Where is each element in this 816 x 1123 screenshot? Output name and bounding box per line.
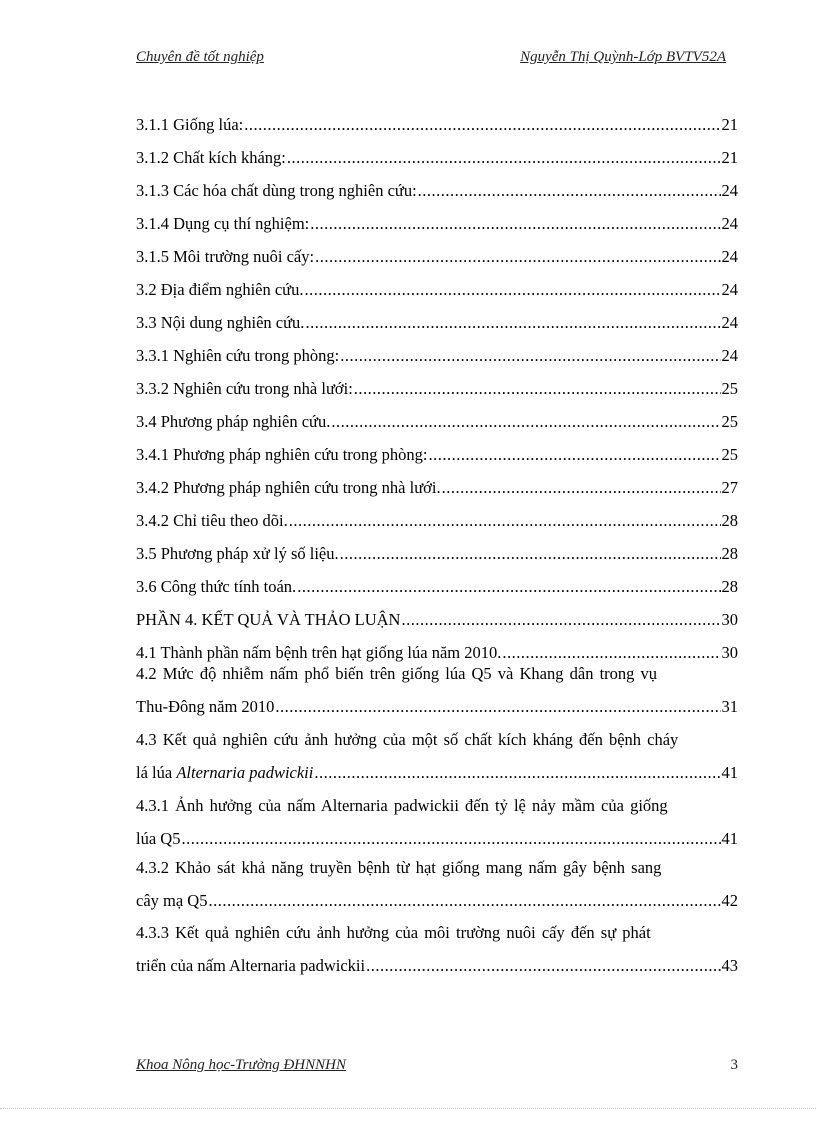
toc-entry[interactable] xyxy=(136,572,738,602)
toc-entry-text: 3.1.3 Các hóa chất dùng trong nghiên cứu: xyxy=(136,181,417,200)
toc-entry[interactable] xyxy=(136,473,738,503)
toc-entry[interactable] xyxy=(136,275,738,305)
toc-entry-page: 28 xyxy=(721,577,738,596)
toc-entry[interactable] xyxy=(136,242,738,272)
toc-entry-text-cont: lúa Q5 xyxy=(136,829,181,848)
toc-entry-multiline[interactable] xyxy=(136,657,738,723)
toc-entry-page: 24 xyxy=(721,247,738,266)
toc-entry[interactable] xyxy=(136,440,738,470)
header-left-title: Chuyên đề tốt nghiệp xyxy=(136,49,264,65)
toc-entry-page: 21 xyxy=(721,115,738,134)
dot-leader xyxy=(366,949,720,982)
toc-entry-page: 42 xyxy=(721,891,738,910)
dot-leader xyxy=(429,440,721,470)
toc-entry-page: 25 xyxy=(721,379,738,398)
toc-entry-page: 24 xyxy=(721,346,738,365)
toc-entry-text: 4.3 Kết quả nghiên cứu ảnh hưởng của một số chất kích kháng đến bệnh cháy xyxy=(136,730,679,749)
toc-entry-multiline[interactable] xyxy=(136,916,738,982)
toc-entry-text: 3.6 Công thức tính toán. xyxy=(136,577,297,596)
toc-entry-text: 3.4.2 Chỉ tiêu theo dõi. xyxy=(136,511,288,530)
dot-leader xyxy=(208,884,720,917)
toc-entry-text: 3.2 Địa điểm nghiên cứu. xyxy=(136,280,304,299)
toc-entry[interactable] xyxy=(136,209,738,239)
toc-entry-page: 25 xyxy=(721,445,738,464)
toc-entry-text-cont: Thu-Đông năm 2010 xyxy=(136,697,275,716)
toc-entry[interactable] xyxy=(136,407,738,437)
toc-entry[interactable] xyxy=(136,341,738,371)
toc-entry-text-cont: cây mạ Q5 xyxy=(136,891,208,910)
toc-entry-text: 4.3.2 Khảo sát khả năng truyền bệnh từ hạt giống mang nấm gây bệnh sang xyxy=(136,858,662,877)
toc-entry-page: 31 xyxy=(721,697,738,716)
dot-leader xyxy=(314,756,720,789)
dot-leader xyxy=(354,374,721,404)
dot-leader xyxy=(442,473,721,503)
page-bottom-divider xyxy=(0,1108,816,1109)
toc-entry-page: 41 xyxy=(721,829,738,848)
toc-entry-text: 4.2 Mức độ nhiễm nấm phổ biến trên giống lúa Q5 và Khang dân trong vụ xyxy=(136,664,658,683)
page-number: 3 xyxy=(730,1057,738,1073)
toc-entry-page: 43 xyxy=(721,956,738,975)
toc-entry-page: 25 xyxy=(721,412,738,431)
dot-leader xyxy=(289,506,721,536)
toc-entry-text-cont: lá lúa xyxy=(136,763,177,782)
dot-leader xyxy=(418,176,721,206)
toc-entry-text: 3.4 Phương pháp nghiên cứu. xyxy=(136,412,331,431)
toc-entry[interactable] xyxy=(136,143,738,173)
toc-entry-page: 24 xyxy=(721,313,738,332)
toc-entry[interactable] xyxy=(136,506,738,536)
toc-entry-text: 3.4.1 Phương pháp nghiên cứu trong phòng: xyxy=(136,445,428,464)
toc-entry-page: 30 xyxy=(721,643,738,662)
toc-entry-text: 4.3.3 Kết quả nghiên cứu ảnh hưởng của môi trường nuôi cấy đến sự phát xyxy=(136,923,651,942)
toc-entry[interactable] xyxy=(136,110,738,140)
header-right-author: Nguyễn Thị Quỳnh-Lớp BVTV52A xyxy=(520,49,726,65)
toc-entry-text: 3.3.2 Nghiên cứu trong nhà lưới: xyxy=(136,379,353,398)
dot-leader xyxy=(297,572,720,602)
dot-leader xyxy=(244,110,720,140)
dot-leader xyxy=(331,407,720,437)
toc-entry-page: 21 xyxy=(721,148,738,167)
toc-entry-text: 4.3.1 Ảnh hưởng của nấm Alternaria padwickii đến tỷ lệ nảy mầm của giống xyxy=(136,796,668,815)
toc-entry-page: 24 xyxy=(721,214,738,233)
toc-entry-page: 28 xyxy=(721,544,738,563)
dot-leader xyxy=(401,605,720,635)
dot-leader xyxy=(340,341,720,371)
toc-entry-page: 24 xyxy=(721,280,738,299)
toc-entry-text: 3.1.1 Giống lúa: xyxy=(136,115,244,134)
toc-entry-text: 3.4.2 Phương pháp nghiên cứu trong nhà lưới. xyxy=(136,478,441,497)
toc-entry-multiline[interactable] xyxy=(136,851,738,917)
toc-entry-text: 3.5 Phương pháp xử lý số liệu. xyxy=(136,544,339,563)
toc-entry-text: 3.3.1 Nghiên cứu trong phòng: xyxy=(136,346,340,365)
toc-entry-text: 3.1.5 Môi trường nuôi cấy: xyxy=(136,247,315,266)
toc-entry-text-cont: triển của nấm Alternaria padwickii xyxy=(136,956,366,975)
toc-entry-page: 24 xyxy=(721,181,738,200)
page-footer xyxy=(136,1057,738,1074)
toc-entry-text: 3.1.4 Dụng cụ thí nghiệm: xyxy=(136,214,310,233)
species-name-italic: Alternaria padwickii xyxy=(176,763,314,782)
toc-entry-page: 30 xyxy=(721,610,738,629)
toc-entry-page: 41 xyxy=(721,763,738,782)
toc-entry[interactable] xyxy=(136,308,738,338)
dot-leader xyxy=(305,275,721,305)
dot-leader xyxy=(340,539,721,569)
dot-leader xyxy=(305,308,720,338)
toc-entry-text: 4.1 Thành phần nấm bệnh trên hạt giống lúa năm 2010. xyxy=(136,643,502,662)
toc-entry-page: 28 xyxy=(721,511,738,530)
toc-entry-multiline[interactable] xyxy=(136,723,738,789)
toc-entry-multiline[interactable] xyxy=(136,789,738,855)
page-header xyxy=(136,49,726,66)
toc-entry[interactable] xyxy=(136,176,738,206)
dot-leader xyxy=(310,209,720,239)
dot-leader xyxy=(275,690,720,723)
toc-entry[interactable] xyxy=(136,539,738,569)
footer-faculty: Khoa Nông học-Trường ĐHNNHN xyxy=(136,1057,346,1073)
dot-leader xyxy=(315,242,720,272)
toc-entry-page: 27 xyxy=(721,478,738,497)
toc-entry-text: 3.1.2 Chất kích kháng: xyxy=(136,148,286,167)
dot-leader xyxy=(287,143,721,173)
toc-entry[interactable] xyxy=(136,374,738,404)
toc-entry-text: 3.3 Nội dung nghiên cứu. xyxy=(136,313,305,332)
toc-entry-text: PHẦN 4. KẾT QUẢ VÀ THẢO LUẬN xyxy=(136,610,401,629)
toc-entry-part-heading[interactable] xyxy=(136,605,738,635)
